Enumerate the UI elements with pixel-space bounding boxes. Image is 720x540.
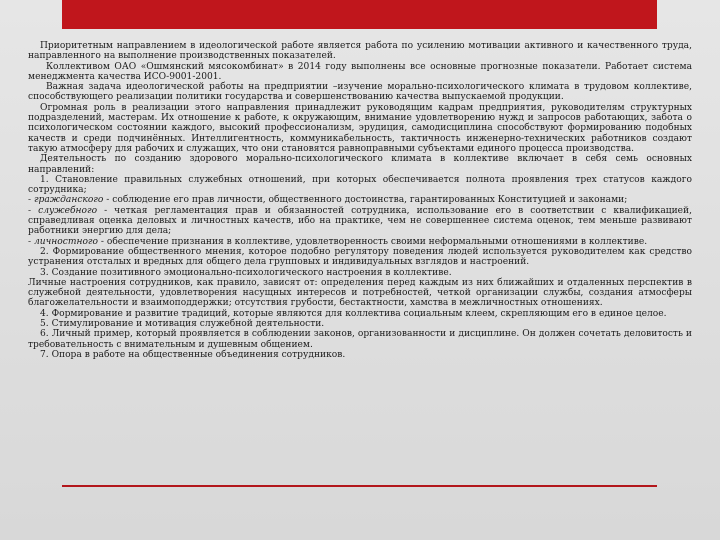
paragraph-text: 5. Стимулирование и мотивация служебной деятельности.: [40, 319, 325, 330]
paragraph: [28, 247, 692, 268]
paragraph-text: - четкая регламентация прав и обязанностей сотрудника, использование его в соответствии с квалификацией, справедливая оценка деловых и личностных качеств, ибо на практике, чем не совершеннее система оценок, тем меньше развивают работники энергию для дела;: [28, 205, 692, 237]
paragraph-text: 2. Формирование общественного мнения, которое подобно регулятору поведения людей используется руководителем как средство устранения отсталых и вредных для общего дела групповых и индивидуальных взглядов и настроений.: [28, 246, 692, 268]
document-body: [28, 41, 692, 360]
paragraph: [28, 103, 692, 154]
paragraph: [28, 268, 692, 278]
paragraph: [28, 195, 692, 205]
paragraph-text: 1. Становление правильных служебных отношений, при которых обеспечивается полнота проявления трех статусов каждого сотрудника;: [28, 174, 692, 196]
paragraph-text: 4. Формирование и развитие традиций, которые являются для коллектива социальным клеем, скрепляющим его в единое целое.: [40, 308, 667, 319]
header-accent-bar: [62, 0, 657, 29]
paragraph-text: Деятельность по созданию здорового морально-психологического климата в коллективе включает в себя семь основных направлений:: [28, 154, 692, 175]
paragraph-text: Приоритетным направлением в идеологической работе является работа по усилению мотивации активного и качественного труда, направленного на выполнение производственных показателей.: [28, 41, 692, 62]
list-lead-term: - служебного: [28, 205, 98, 216]
paragraph-text: 7. Опора в работе на общественные объединения сотрудников.: [40, 349, 346, 360]
paragraph: [28, 309, 692, 319]
paragraph-text: Коллективом ОАО «Ошмянский мясокомбинат» в 2014 году выполнены все основные прогнозные показатели. Работает система менеджмента качества ИСО-9001-2001.: [28, 61, 692, 82]
paragraph-text: 6. Личный пример, который проявляется в соблюдении законов, организованности и дисциплине. Он должен сочетать деловитость и требовательность с внимательным и душевным общением.: [28, 329, 692, 350]
paragraph: [28, 206, 692, 237]
paragraph-text: Огромная роль в реализации этого направления принадлежит руководящим кадрам предприятия, руководителям структурных подразделений, мастерам. Их отношение к работе, к окружающим, внимание удовлетворению нужд и запросов работающих, забота о психологическом состоянии каждого, высокий профессионализм, эрудиция, самодисциплина способствуют формированию подобных качеств и среди подчинённых. Интеллигентность, коммуникабельность, тактичность инженерно-технических работников создают такую атмосферу для рабочих и служащих, что они становятся равноправными субъектами единого процесса производства.: [28, 102, 692, 154]
paragraph-text: - соблюдение его прав личности, общественного достоинства, гарантированных Конституцией и законами;: [103, 195, 628, 206]
paragraph: [28, 329, 692, 350]
paragraph: [28, 319, 692, 329]
paragraph: [28, 82, 692, 103]
paragraph: [28, 350, 692, 360]
footer-divider: [62, 485, 657, 487]
paragraph: [28, 175, 692, 196]
paragraph: [28, 237, 692, 247]
paragraph: [28, 278, 692, 309]
paragraph: [28, 62, 692, 83]
paragraph-text: Личные настроения сотрудников, как правило, зависят от: определения перед каждым из них ближайших и отдаленных перспектив в служебной деятельности, удовлетворения насущных интересов и потребностей, четкой организации службы, создания атмосферы благожелательности и взаимоподдержки; отсутствия грубости, бестактности, хамства в межличностных отношениях.: [28, 277, 692, 309]
paragraph: [28, 41, 692, 62]
paragraph: [28, 154, 692, 175]
list-lead-term: - гражданского: [28, 195, 104, 206]
paragraph-text: 3. Создание позитивного эмоционально-психологического настроения в коллективе.: [40, 267, 452, 278]
paragraph-text: Важная задача идеологической работы на предприятии –изучение морально-психологического климата в трудовом коллективе, способствующего реализации политики государства и совершенствованию качества выпускаемой продукции.: [28, 82, 692, 103]
list-lead-term: - личностного: [28, 236, 98, 247]
paragraph-text: - обеспечение признания в коллективе, удовлетворенность своими неформальными отношениями в коллективе.: [97, 236, 648, 247]
